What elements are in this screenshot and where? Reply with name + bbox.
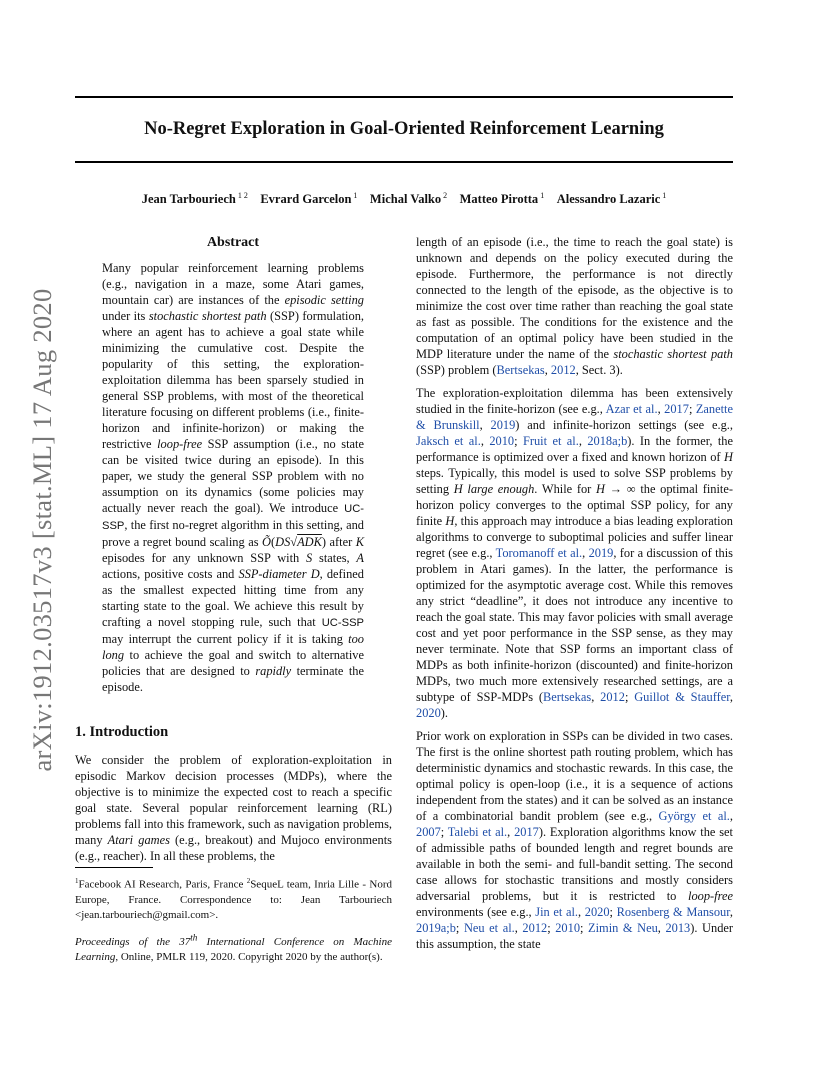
- abstract-heading: Abstract: [206, 235, 260, 250]
- title-bottom-rule: [75, 161, 733, 163]
- author-list: [75, 191, 733, 207]
- affiliation-footnote: $^1$Facebook AI Research, Paris, France $^2$SequeL team, Inria Lille - Nord Europe, France. Correspondence to: Jean Tarbouriech <jean.tarbouriech@gmail.com>.: [75, 877, 392, 921]
- author-affiliation: 1: [351, 191, 358, 200]
- author-affiliation: 1: [660, 191, 667, 200]
- top-rule: [75, 96, 733, 98]
- author-name: Evrard Garcelon: [260, 192, 352, 207]
- author-affiliation: 2: [441, 191, 448, 200]
- paper-title: No-Regret Exploration in Goal-Oriented Reinforcement Learning: [144, 119, 664, 139]
- introduction-heading: 1. Introduction: [75, 724, 169, 740]
- author-affiliation: 1: [538, 191, 545, 200]
- author-name: Alessandro Lazaric: [556, 192, 661, 207]
- footnote-rule: [75, 867, 153, 868]
- proceedings-note: Proceedings of the 37th International Conference on Machine Learning, Online, PMLR 119, 2020. Copyright 2020 by the author(s).: [75, 932, 392, 963]
- paragraph: length of an episode (i.e., the time to reach the goal state) is unknown and depends on the policy executed during the episode. Furthermore, the performance is not directly connected to the length of the episode, as the objective is to minimize the cost over time rather than reaching the goal state as fast as possible. The conditions for the existence and the computation of an optimal policy have been studied in the MDP literature under the name of the stochastic shortest path (SSP) problem (Bertsekas, 2012, Sect. 3).: [416, 235, 733, 377]
- author-affiliation: 1 2: [235, 191, 248, 200]
- introduction-body: We consider the problem of exploration-exploitation in episodic Markov decision processes (MDPs), where the objective is to minimize the expected cost to reach a specific goal state. Several popular reinforcement learning (RL) problems fall into this framework, such as navigation problems, many Atari games (e.g., breakout) and Mujoco environments (e.g., reacher). In all these problems, the: [75, 753, 392, 863]
- paragraph: Prior work on exploration in SSPs can be divided in two cases. The first is the online shortest path routing problem, which has deterministic dynamics and stochastic rewards. In this case, the optimal policy is open-loop (i.e., it is a sequence of actions independent from the states) and it can be solved as an instance of a combinatorial bandit problem (see e.g., György et al., 2007; Talebi et al., 2017). Exploration algorithms know the set of admissible paths of bounded length and regret bounds are available in both the semi- and full-bandit setting. The second case allows for stochastic transitions and mostly considers adversarial problems, but it is restricted to loop-free environments (see e.g., Jin et al., 2020; Rosenberg & Mansour, 2019a;b; Neu et al., 2012; 2010; Zimin & Neu, 2013). Under this assumption, the state: [416, 729, 734, 951]
- right-column: [416, 234, 733, 959]
- author-name: Michal Valko: [369, 192, 442, 207]
- abstract-body: Many popular reinforcement learning problems (e.g., navigation in a maze, some Atari games, mountain car) are instances of the episodic setting under its stochastic shortest path (SSP) formulation, where an agent has to achieve a goal state while minimizing the cumulative cost. Despite the popularity of this setting, the exploration-exploitation dilemma has been sparsely studied in general SSP problems, with most of the theoretical literature focusing on different problems (i.e., finite-horizon and infinite-horizon) or making the restrictive loop-free SSP assumption (i.e., no state can be visited twice during an episode). In this paper, we study the general SSP problem with no assumption on its dynamics (some policies may actually never reach the goal). We introduce UC-SSP, the first no-regret algorithm in this setting, and prove a regret bound scaling as Õ(DS√ADK) after K episodes for any unknown SSP with S states, A actions, positive costs and SSP-diameter D, defined as the smallest expected hitting time from any starting state to the goal. We achieve this result by crafting a novel stopping rule, such that UC-SSP may interrupt the current policy if it is taking too long to achieve the goal and switch to alternative policies that are designed to rapidly terminate the episode.: [102, 261, 365, 694]
- paragraph: The exploration-exploitation dilemma has been extensively studied in the finite-horizon (see e.g., Azar et al., 2017; Zanette & Brunskill, 2019) and infinite-horizon settings (see e.g., Jaksch et al., 2010; Fruit et al., 2018a;b). In the former, the performance is optimized over a fixed and known horizon of H steps. Typically, this model is used to solve SSP problems by setting H large enough. While for H → ∞ the optimal finite-horizon policy converges to the optimal SSP policy, for any finite H, this approach may introduce a bias leading exploration algorithms to converge to suboptimal policies and suffer linear regret (see e.g., Toromanoff et al., 2019, for a discussion of this problem in Atari games). In the latter, the performance is optimized for the asymptotic average cost. While this removes any strict “deadline”, it does not introduce any incentive to reach the goal state. This may favor policies with small average cost and yet poor performance in the SSP sense, as they may never terminate. Note that SSP forms an important class of MDPs as both infinite-horizon (discounted) and finite-horizon MDPs, two much more extensively researched settings, are a subtype of SSP-MDPs (Bertsekas, 2012; Guillot & Stauffer, 2020).: [416, 386, 733, 720]
- arxiv-side-label: arXiv:1912.03517v3 [stat.ML] 17 Aug 2020: [27, 288, 57, 772]
- author-name: Jean Tarbouriech: [141, 192, 236, 207]
- author-name: Matteo Pirotta: [459, 192, 539, 207]
